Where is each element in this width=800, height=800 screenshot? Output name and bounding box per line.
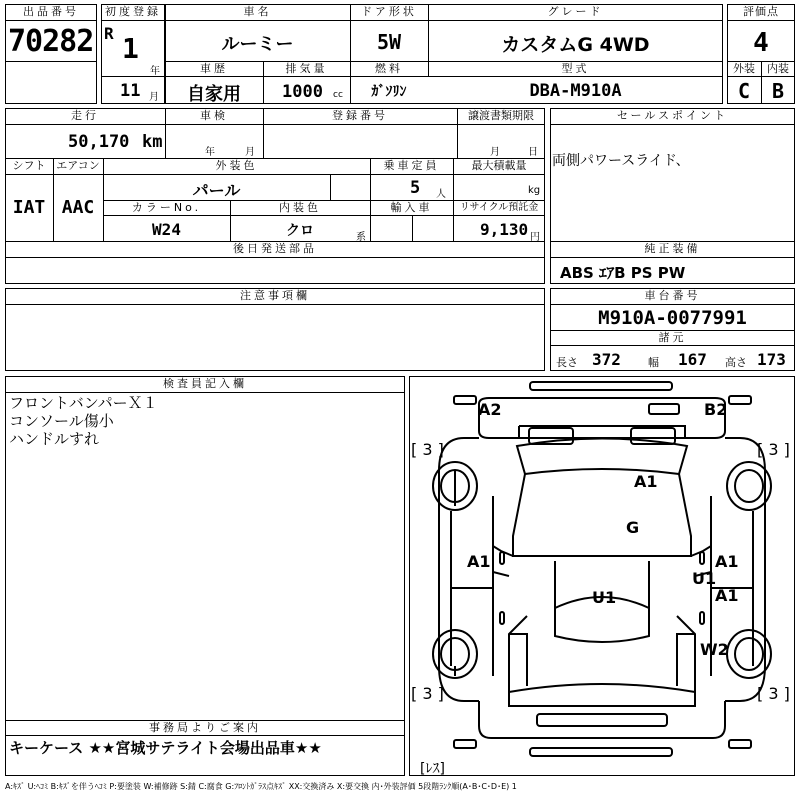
color-no: W24 bbox=[152, 220, 181, 239]
chassis-label: 車台番号 bbox=[644, 289, 701, 302]
score-label: 評価点 bbox=[743, 5, 779, 18]
transfer-label: 譲渡書類期限 bbox=[468, 109, 534, 122]
length-label: 長さ bbox=[556, 356, 578, 369]
damage-mark: W2 bbox=[700, 640, 729, 659]
length: 372 bbox=[592, 350, 621, 369]
int-color-label: 内装色 bbox=[279, 201, 321, 214]
color: パール bbox=[192, 181, 241, 200]
first-reg-label: 初度登録 bbox=[105, 5, 161, 18]
damage-mark: A1 bbox=[715, 552, 739, 571]
height: 173 bbox=[757, 350, 786, 369]
displacement-label: 排気量 bbox=[285, 62, 328, 75]
fuel-label: 燃料 bbox=[375, 62, 403, 75]
sales-label: セールスポイント bbox=[616, 109, 728, 122]
month-unit: 月 bbox=[149, 92, 159, 103]
model-label: 型式 bbox=[561, 62, 590, 75]
mileage-label: 走行 bbox=[71, 109, 99, 122]
fuel: ｶﾞｿﾘﾝ bbox=[371, 84, 407, 100]
shift-label: シフト bbox=[12, 159, 46, 172]
exterior-label: 外装 bbox=[733, 62, 755, 75]
cc-unit: cc bbox=[333, 90, 343, 100]
history: 自家用 bbox=[187, 84, 241, 105]
equipment: ABS ｴｱB PS PW bbox=[560, 264, 686, 282]
ac-label: エアコン bbox=[56, 159, 100, 172]
capacity-label: 乗車定員 bbox=[383, 159, 440, 172]
lot-label: 出品番号 bbox=[23, 5, 79, 18]
damage-mark: A2 bbox=[478, 400, 502, 419]
inspection-label: 車検 bbox=[200, 109, 228, 122]
color-label: 外装色 bbox=[215, 159, 258, 172]
sales-text: 両側パワースライド、 bbox=[552, 153, 690, 169]
import-label: 輸入車 bbox=[390, 201, 433, 214]
capacity: 5 bbox=[410, 178, 421, 198]
damage-mark: A1 bbox=[467, 552, 491, 571]
int-color: クロ bbox=[286, 223, 314, 239]
inspector-label: 検査員記入欄 bbox=[163, 377, 247, 390]
transfer-day-unit: 日 bbox=[528, 147, 538, 158]
legend: A:ｷｽﾞ U:ﾍｺﾐ B:ｷｽﾞを伴うﾍｺﾐ P:要塗装 W:補修跡 S:錆 C:腐食 G:ﾌﾛﾝﾄｶﾞﾗｽ点ｷｽﾞ XX:交換済み X:要交換 内･外装評価 5段階ﾗﾝｸ順(A･B･C･D･E) 1 bbox=[5, 782, 517, 791]
exterior-grade: C bbox=[737, 79, 751, 103]
damage-mark: U1 bbox=[592, 588, 617, 607]
year-unit: 年 bbox=[150, 66, 160, 77]
displacement: 1000 bbox=[282, 82, 323, 102]
rear-mark: [ﾚｽ] bbox=[420, 761, 445, 777]
score: 4 bbox=[753, 28, 769, 58]
car-name-label: 車名 bbox=[243, 5, 272, 18]
damage-mark: U1 bbox=[692, 569, 717, 588]
inspector-line-1: フロントバンパーＸ１ bbox=[9, 394, 158, 412]
history-label: 車歴 bbox=[200, 62, 228, 75]
kg-unit: kg bbox=[528, 185, 541, 196]
corner-mark-bottom-left: [ 3 ] bbox=[411, 684, 444, 703]
equip-label: 純正装備 bbox=[644, 242, 701, 255]
kei-unit: 系 bbox=[356, 232, 366, 243]
interior-label: 内装 bbox=[767, 62, 789, 75]
height-label: 高さ bbox=[725, 356, 747, 369]
grade: カスタムG 4WD bbox=[501, 34, 650, 56]
person-unit: 人 bbox=[436, 189, 446, 200]
km-unit: km bbox=[142, 132, 163, 152]
mileage: 50,170 bbox=[68, 132, 130, 152]
door-type: 5W bbox=[376, 30, 402, 54]
lot-number: 70282 bbox=[8, 24, 94, 59]
caution-label: 注意事項欄 bbox=[240, 289, 310, 302]
spec-label: 諸元 bbox=[658, 331, 687, 344]
model: DBA-M910A bbox=[529, 81, 622, 101]
grade-label: グレード bbox=[547, 5, 604, 18]
inspector-line-2: コンソール傷小 bbox=[9, 412, 114, 430]
damage-mark: G bbox=[626, 518, 640, 537]
office-label: 事務局よりご案内 bbox=[149, 721, 261, 734]
recycle: 9,130 bbox=[480, 220, 529, 239]
interior-grade: B bbox=[771, 79, 785, 103]
corner-mark-bottom-right: [ 3 ] bbox=[757, 684, 790, 703]
chassis-number: M910A-0077991 bbox=[598, 307, 747, 329]
damage-mark: A1 bbox=[715, 586, 739, 605]
damage-mark: A1 bbox=[634, 472, 658, 491]
door-label: ドア形状 bbox=[361, 5, 417, 18]
recycle-label: リサイクル預託金 bbox=[459, 202, 539, 213]
corner-mark-top-right: [ 3 ] bbox=[757, 440, 790, 459]
load-label: 最大積載量 bbox=[471, 159, 527, 172]
ac: AAC bbox=[61, 197, 95, 218]
reg-month: 11 bbox=[120, 81, 141, 101]
colorno-label: カラーNo. bbox=[131, 201, 202, 214]
corner-mark-top-left: [ 3 ] bbox=[411, 440, 444, 459]
shift: IAT bbox=[12, 197, 46, 218]
transfer-month-unit: 月 bbox=[490, 147, 500, 158]
yen-unit: 円 bbox=[530, 232, 540, 243]
inspector-line-3: ハンドルすれ bbox=[9, 430, 100, 448]
era: R bbox=[104, 24, 114, 43]
reg-year: 1 bbox=[122, 32, 139, 65]
width: 167 bbox=[678, 350, 707, 369]
registration-label: 登録番号 bbox=[332, 109, 388, 122]
damage-mark: B2 bbox=[704, 400, 728, 419]
car-name: ルーミー bbox=[221, 34, 294, 55]
width-label: 幅 bbox=[648, 356, 659, 369]
office-text: キーケース ★★宮城サテライト会場出品車★★ bbox=[9, 739, 322, 757]
car-diagram bbox=[409, 376, 795, 776]
inspection-year-unit: 年 bbox=[205, 147, 215, 158]
inspection-month-unit: 月 bbox=[245, 147, 255, 158]
later-parts-label: 後日発送部品 bbox=[233, 242, 317, 255]
